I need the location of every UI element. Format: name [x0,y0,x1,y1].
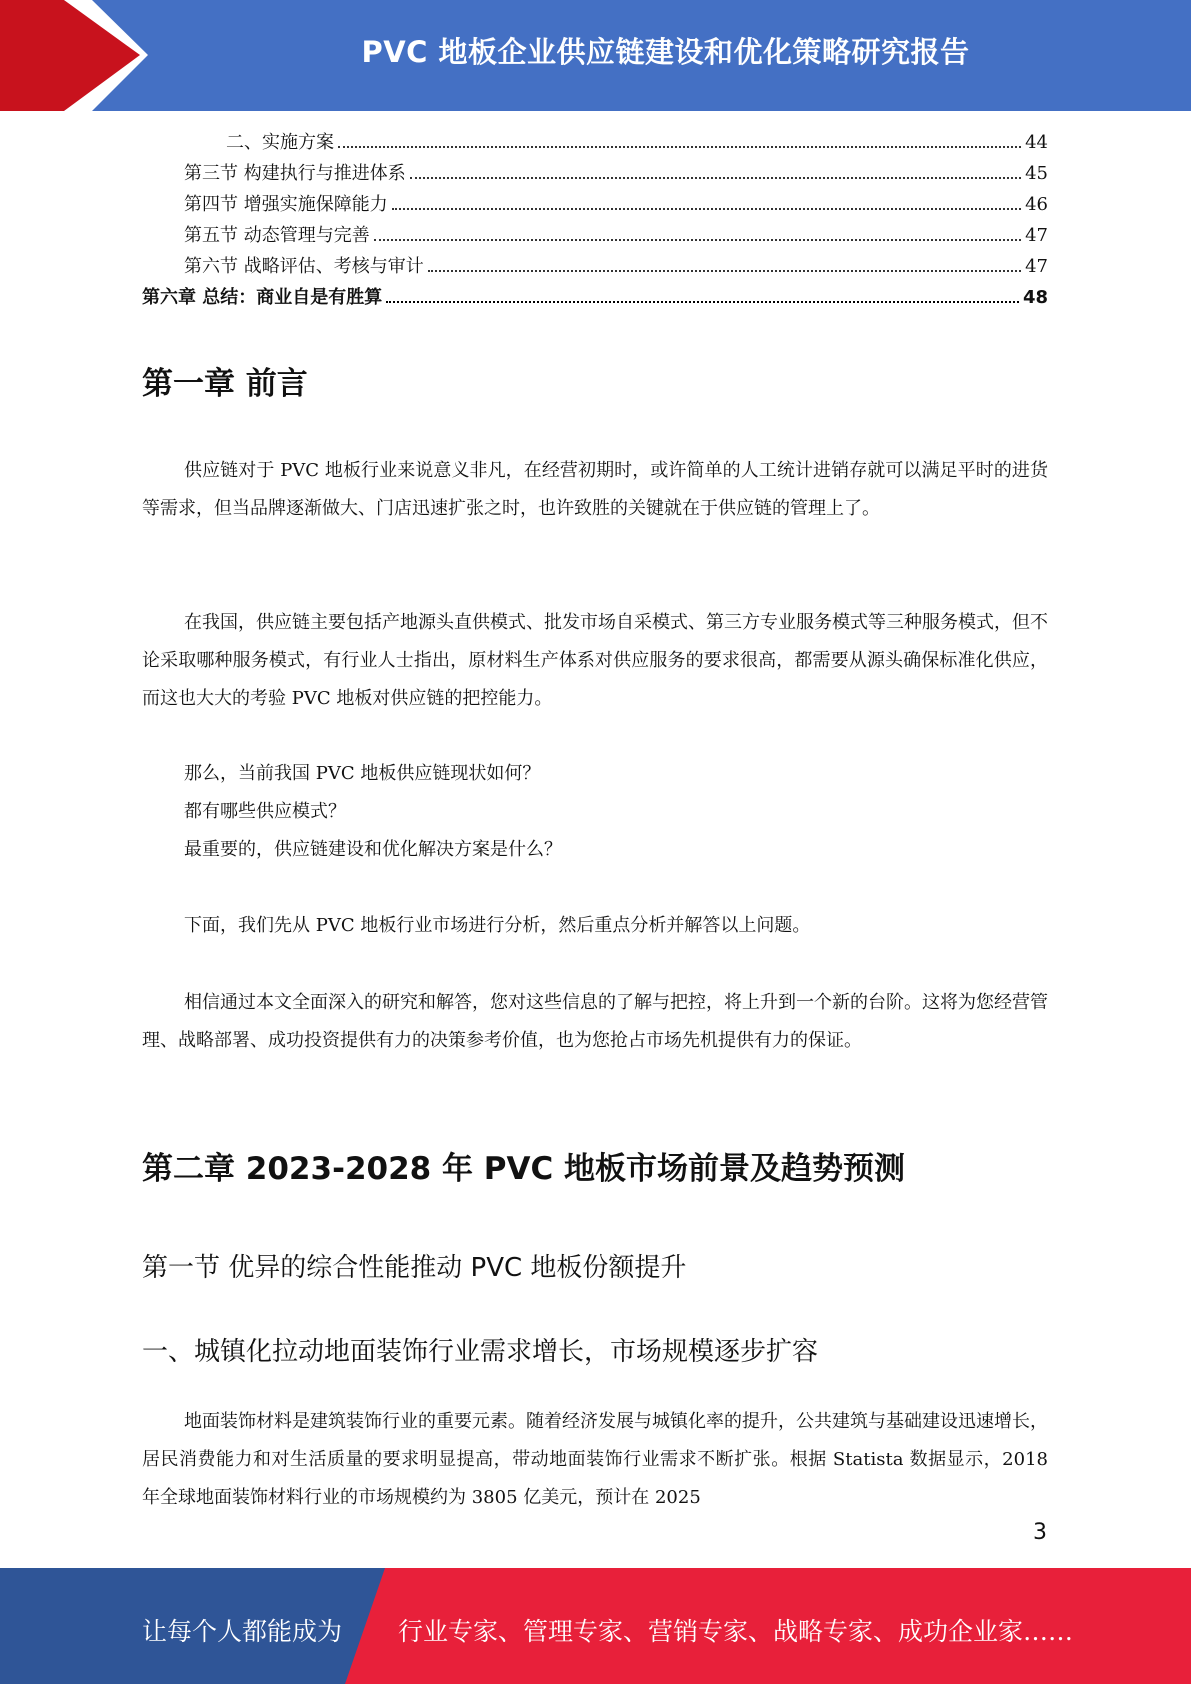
chapter-1-paragraph-1: 供应链对于 PVC 地板行业来说意义非凡，在经营初期时，或许简单的人工统计进销存就可以满足平时的进货等需求，但当品牌逐渐做大、门店迅速扩张之时，也许致胜的关键就在于供应链的管理上了。 [142,460,1048,519]
toc-item[interactable] [142,128,1048,159]
chapter-2-heading: 第二章 2023-2028 年 PVC 地板市场前景及趋势预测 [142,1151,906,1187]
toc-leader [374,224,1021,241]
footer-slogan-right: 行业专家、管理专家、营销专家、战略专家、成功企业家…… [398,1617,1074,1646]
toc-leader [386,286,1019,303]
toc-item-page: 48 [1022,287,1048,308]
toc-leader [410,162,1021,179]
toc-item-title: 第六节 战略评估、考核与审计 [184,256,424,277]
page-header [0,0,1191,111]
red-arrow-icon [0,0,160,111]
toc-item[interactable] [142,283,1048,314]
toc-item[interactable] [142,221,1048,252]
toc-leader [392,193,1021,210]
toc-leader [338,131,1021,148]
table-of-contents [142,128,1048,314]
toc-item[interactable] [142,159,1048,190]
toc-item-title: 第四节 增强实施保障能力 [184,194,388,215]
question-2: 都有哪些供应模式？ [184,801,346,822]
toc-item[interactable] [142,190,1048,221]
toc-item-title: 第五节 动态管理与完善 [184,225,370,246]
section-1-heading: 第一节 优异的综合性能推动 PVC 地板份额提升 [142,1253,687,1283]
question-3: 最重要的，供应链建设和优化解决方案是什么？ [184,839,562,860]
toc-item-page: 45 [1025,163,1048,184]
toc-item-page: 44 [1025,132,1048,153]
toc-leader [428,255,1021,272]
toc-item-page: 46 [1025,194,1048,215]
footer-slogan-left: 让每个人都能成为 [142,1617,343,1646]
page-number: 3 [1033,1520,1047,1545]
toc-item-title: 第三节 构建执行与推进体系 [184,163,406,184]
toc-item[interactable] [142,252,1048,283]
page-footer [0,1568,1191,1684]
chapter-2-paragraph-1: 地面装饰材料是建筑装饰行业的重要元素。随着经济发展与城镇化率的提升，公共建筑与基础建设迅速增长，居民消费能力和对生活质量的要求明显提高，带动地面装饰行业需求不断扩张。根据 Statista 数据显示，2018 年全球地面装饰材料行业的市场规模约为 3805 亿美元，预计在 2025 [142,1411,1048,1508]
subsection-1-heading: 一、城镇化拉动地面装饰行业需求增长，市场规模逐步扩容 [142,1337,819,1367]
question-1: 那么，当前我国 PVC 地板供应链现状如何？ [184,763,541,784]
chapter-1-paragraph-3: 下面，我们先从 PVC 地板行业市场进行分析，然后重点分析并解答以上问题。 [184,915,811,936]
chapter-1-paragraph-2: 在我国，供应链主要包括产地源头直供模式、批发市场自采模式、第三方专业服务模式等三种服务模式，但不论采取哪种服务模式，有行业人士指出，原材料生产体系对供应服务的要求很高，都需要从源头确保标准化供应，而这也大大的考验 PVC 地板对供应链的把控能力。 [142,612,1048,709]
toc-item-page: 47 [1025,256,1048,277]
toc-item-page: 47 [1025,225,1048,246]
toc-item-title: 第六章 总结：商业自是有胜算 [142,287,383,308]
chapter-1-paragraph-4: 相信通过本文全面深入的研究和解答，您对这些信息的了解与把控，将上升到一个新的台阶。这将为您经营管理、战略部署、成功投资提供有力的决策参考价值，也为您抢占市场先机提供有力的保证。 [142,992,1048,1051]
report-title: PVC 地板企业供应链建设和优化策略研究报告 [361,35,970,69]
toc-item-title: 二、实施方案 [226,132,334,153]
chapter-1-heading: 第一章 前言 [142,366,308,402]
